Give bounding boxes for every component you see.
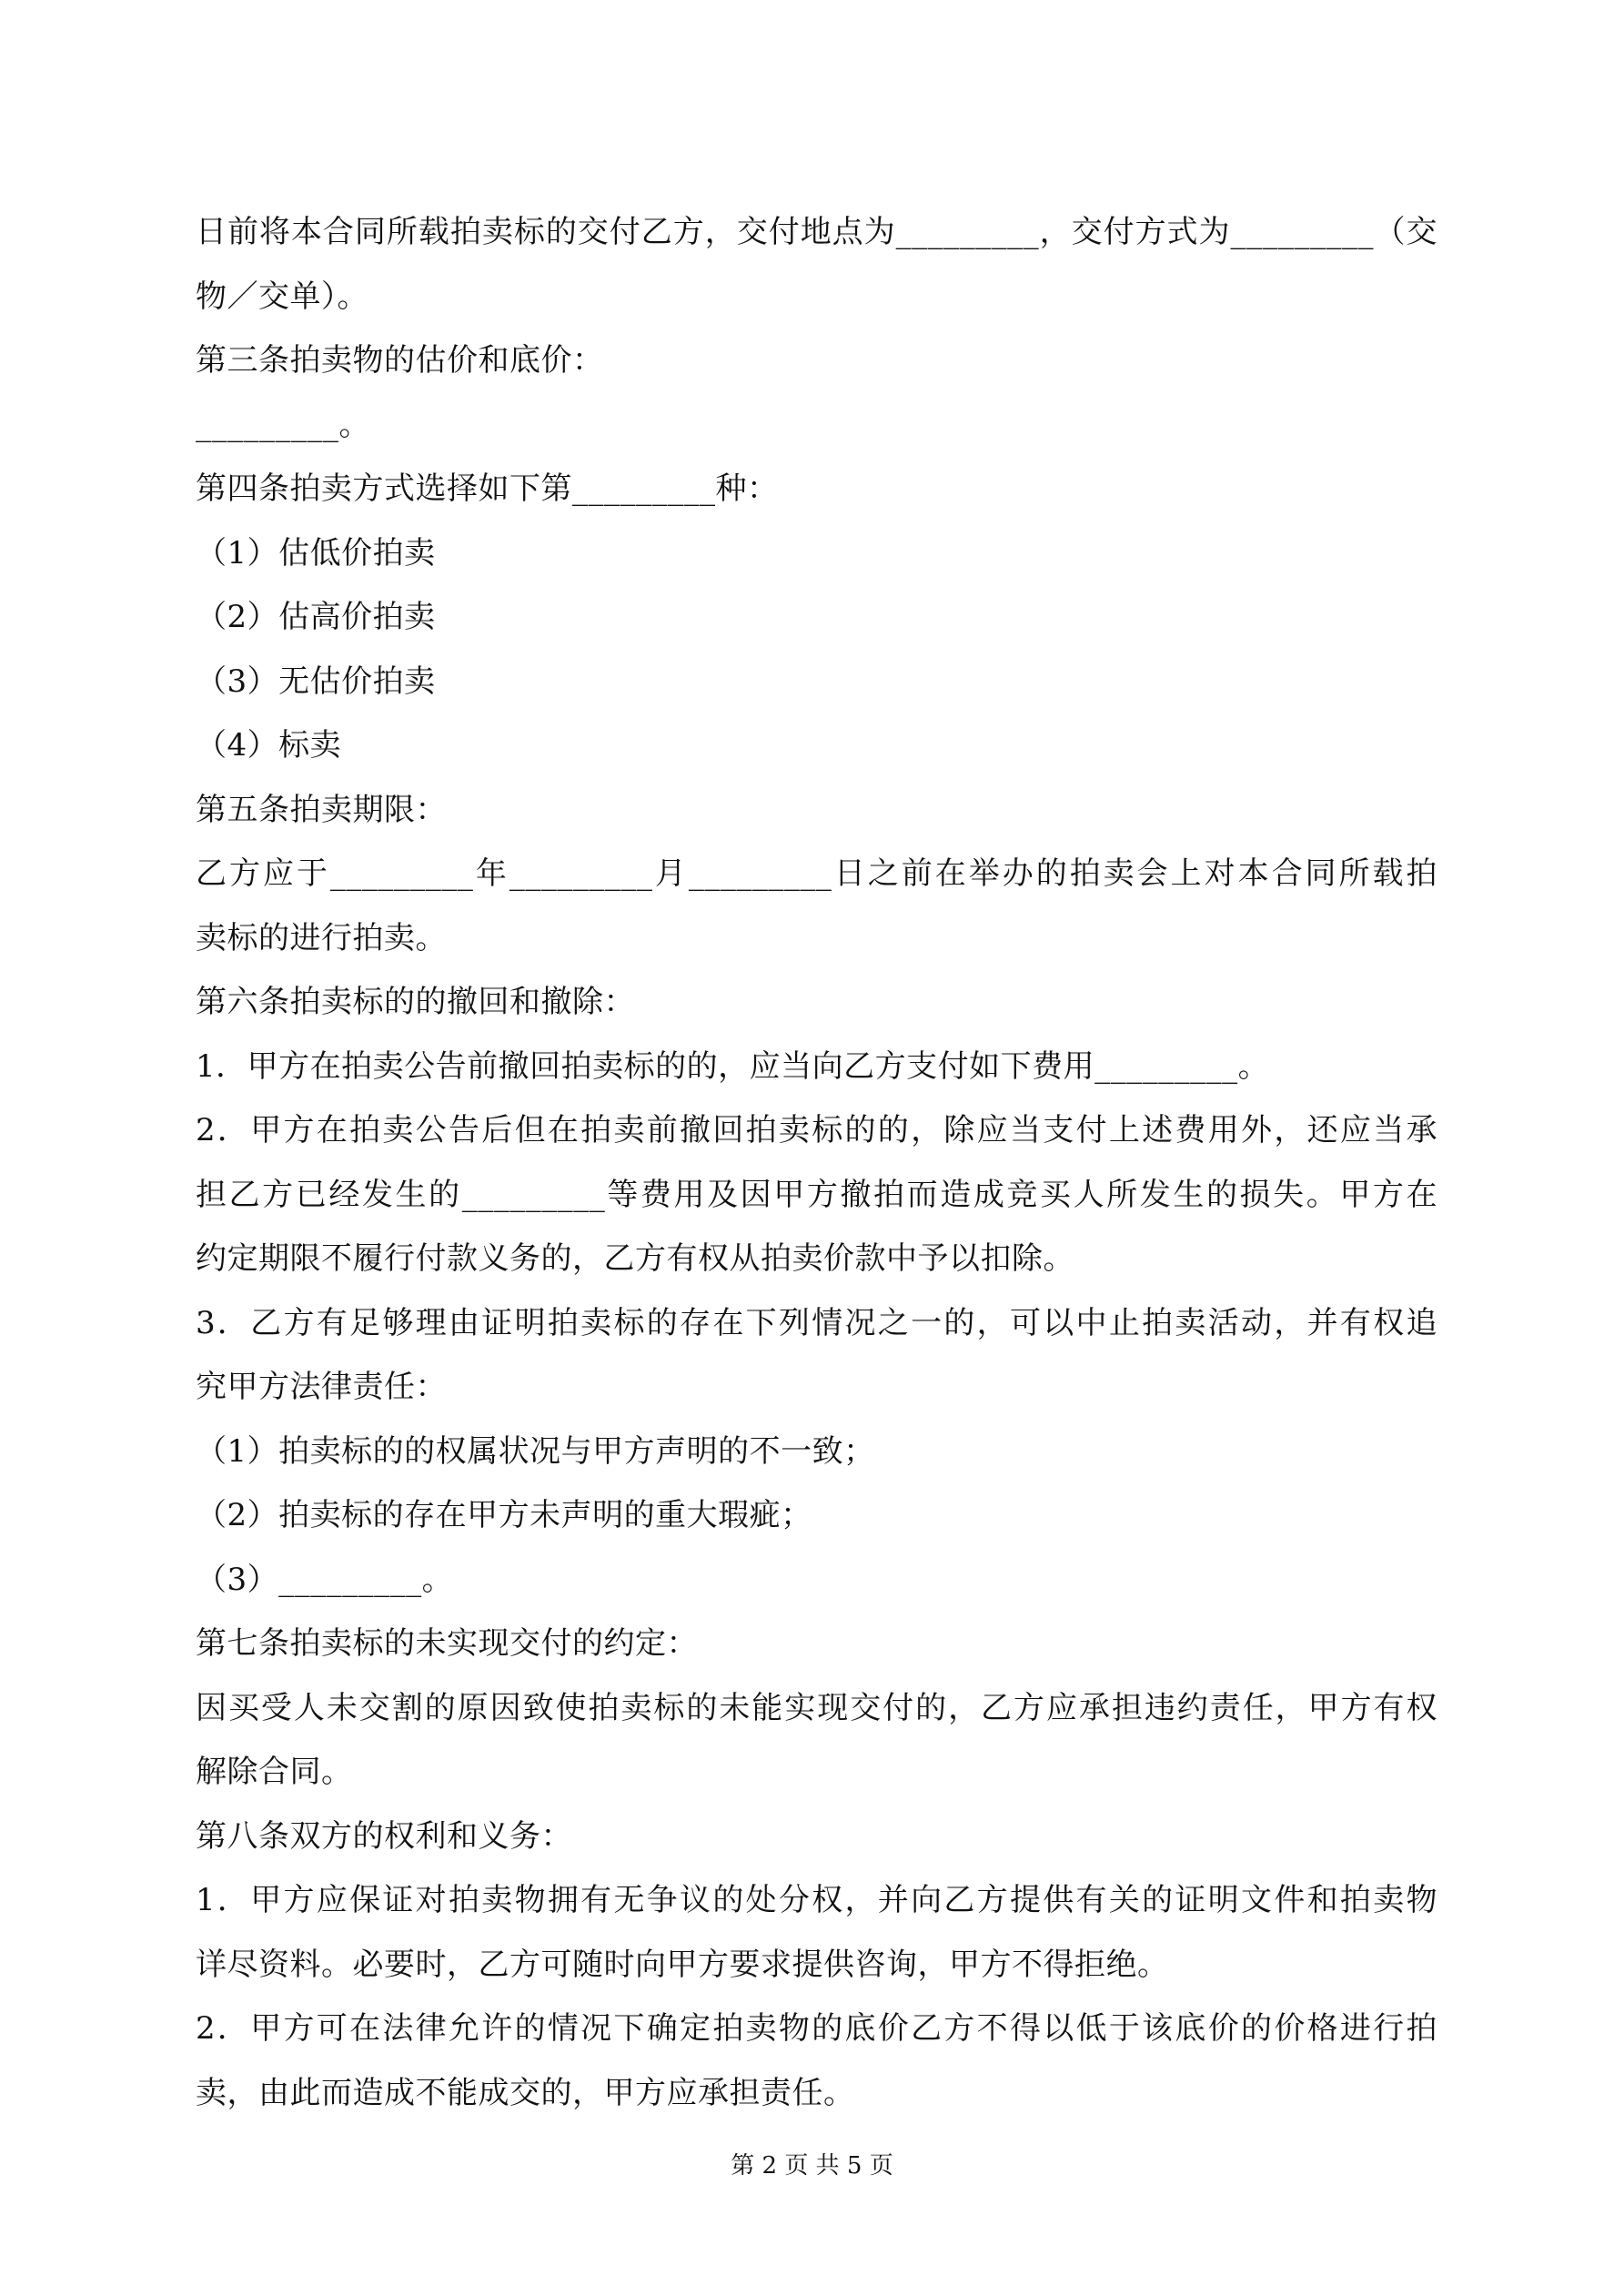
article-heading: 第六条拍卖标的的撤回和撤除： xyxy=(196,984,635,1020)
body-line: 乙方应于_________年_________月_________日之前在举办的拍卖会上对本合同所载拍 xyxy=(196,855,1437,892)
clause: 2．甲方在拍卖公告后但在拍卖前撤回拍卖标的的，除应当支付上述费用外，还应当承 xyxy=(196,1112,1437,1148)
clause: 1．甲方应保证对拍卖物拥有无争议的处分权，并向乙方提供有关的证明文件和拍卖物 xyxy=(196,1882,1437,1918)
clause: 约定期限不履行付款义务的，乙方有权从拍卖价款中予以扣除。 xyxy=(196,1240,1074,1277)
list-item: （3）_________。 xyxy=(196,1561,454,1598)
clause: 3．乙方有足够理由证明拍卖标的存在下列情况之一的，可以中止拍卖活动，并有权追 xyxy=(196,1304,1437,1341)
body-line: 因买受人未交割的原因致使拍卖标的未能实现交付的，乙方应承担违约责任，甲方有权 xyxy=(196,1689,1437,1726)
article-heading: 第四条拍卖方式选择如下第_________种： xyxy=(196,470,779,507)
document-body xyxy=(196,200,1437,2125)
clause: 1．甲方在拍卖公告前撤回拍卖标的的，应当向乙方支付如下费用_________。 xyxy=(196,1047,1270,1085)
body-line: 日前将本合同所载拍卖标的交付乙方，交付地点为_________，交付方式为_________（交 xyxy=(196,214,1437,250)
page-number: 第 2 页 共 5 页 xyxy=(731,2152,893,2180)
body-line: 物／交单）。 xyxy=(196,278,368,315)
list-item: （2）拍卖标的存在甲方未声明的重大瑕疵； xyxy=(196,1497,812,1533)
blank-line: _________。 xyxy=(196,406,370,443)
clause: 详尽资料。必要时，乙方可随时向甲方要求提供咨询，甲方不得拒绝。 xyxy=(196,1946,1169,1983)
list-item: （1）估低价拍卖 xyxy=(196,534,436,571)
clause: 卖，由此而造成不能成交的，甲方应承担责任。 xyxy=(196,2074,855,2111)
list-item: （2）估高价拍卖 xyxy=(196,599,436,635)
clause: 担乙方已经发生的_________等费用及因甲方撤拍而造成竞买人所发生的损失。甲方在 xyxy=(196,1176,1437,1213)
article-heading: 第七条拍卖标的未实现交付的约定： xyxy=(196,1625,698,1662)
article-heading: 第三条拍卖物的估价和底价： xyxy=(196,342,604,379)
list-item: （3）无估价拍卖 xyxy=(196,663,436,700)
clause: 2．甲方可在法律允许的情况下确定拍卖物的底价乙方不得以低于该底价的价格进行拍 xyxy=(196,2010,1437,2047)
article-heading: 第八条双方的权利和义务： xyxy=(196,1817,572,1855)
body-line: 卖标的进行拍卖。 xyxy=(196,919,447,956)
list-item: （1）拍卖标的的权属状况与甲方声明的不一致； xyxy=(196,1432,875,1470)
list-item: （4）标卖 xyxy=(196,727,342,764)
article-heading: 第五条拍卖期限： xyxy=(196,791,447,828)
body-line: 解除合同。 xyxy=(196,1754,353,1790)
clause: 究甲方法律责任： xyxy=(196,1369,447,1405)
